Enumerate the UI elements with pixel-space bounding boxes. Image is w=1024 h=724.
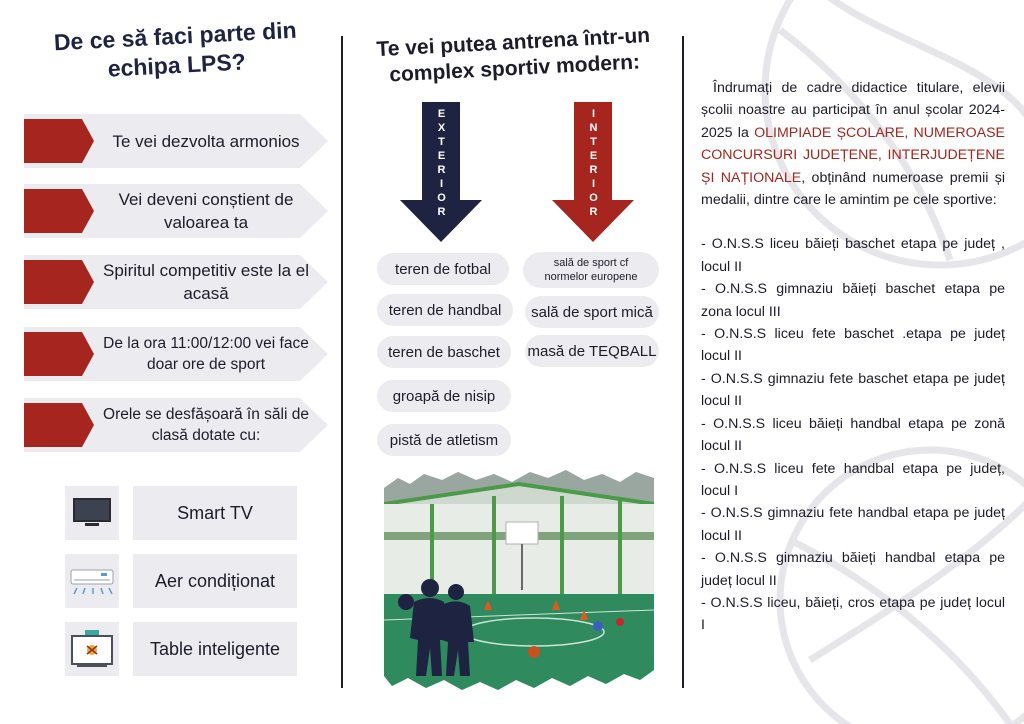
tv-icon: [65, 486, 119, 540]
column-divider-right: [682, 36, 684, 688]
benefit-4: [24, 327, 328, 381]
gym-photo: [384, 470, 654, 692]
equipment-label-smart-boards: Table inteligente: [133, 622, 297, 676]
award-item: - O.N.S.S gimnaziu băieți handbal etapa pe județ locul II: [701, 550, 1005, 589]
benefit-text: Spiritul competitiv este la el acasă: [103, 261, 309, 303]
smart-board-icon: [65, 622, 119, 676]
exterior-label: EXTERIOR: [435, 108, 448, 220]
exterior-item-football-field: teren de fotbal: [377, 253, 509, 285]
benefit-text: De la ora 11:00/12:00 vei face doar ore de sport: [103, 335, 309, 373]
column-divider-left: [341, 36, 343, 688]
equipment-label-air-conditioning: Aer condiționat: [133, 554, 297, 608]
exterior-item-sand-pit: groapă de nisip: [377, 380, 511, 412]
award-item: - O.N.S.S liceu fete handbal etapa pe județ, locul I: [701, 460, 1005, 499]
award-item: - O.N.S.S liceu fete baschet .etapa pe județ locul II: [701, 326, 1005, 365]
interior-item-small-gym: sală de sport mică: [525, 296, 659, 328]
exterior-item-handball-field: teren de handbal: [377, 294, 513, 326]
award-item: - O.N.S.S gimnaziu băieți baschet etapa pe zona locul III: [701, 281, 1005, 320]
award-item: - O.N.S.S gimnaziu fete handbal etapa pe județ locul II: [701, 505, 1005, 544]
award-item: - O.N.S.S liceu băieți baschet etapa pe județ , locul II: [701, 236, 1005, 275]
achievements-text: [701, 77, 1005, 637]
interior-label: INTERIOR: [587, 108, 600, 220]
highlighted-competitions: OLIMPIADE ȘCOLARE, NUMEROASE CONCURSURI JUDEȚENE, INTERJUDEȚENE ȘI NAȚIONALE: [701, 124, 1005, 186]
middle-title: Te vei putea antrena într-un complex sportiv modern:: [375, 23, 651, 87]
benefit-text: Te vei dezvolta armonios: [112, 131, 300, 151]
benefit-3: [24, 255, 328, 309]
intro-paragraph: Îndrumați de cadre didactice titulare, elevii școlii noastre au participat în anul școlar 2024-2025 la OLIMPIADE ȘCOLARE, NUMEROASE CONCURSURI JUDEȚENE, INTERJUDEȚENE ȘI NAȚIONALE, obținând numeroase premii și medalii, dintre care le amintim pe cele sportive:: [701, 80, 1006, 209]
benefit-2: [24, 184, 328, 238]
interior-item-european-gym: sală de sport cf normelor europene: [523, 252, 659, 288]
award-item: - O.N.S.S liceu băieți handbal etapa pe zonă locul II: [701, 415, 1005, 455]
exterior-item-athletics-track: pistă de atletism: [377, 424, 511, 456]
benefit-text: Vei deveni conștient de valoarea ta: [118, 190, 294, 232]
award-item: - O.N.S.S liceu, băieți, cros etapa pe județ locul I: [701, 594, 1005, 634]
award-item: - O.N.S.S gimnaziu fete baschet etapa pe județ locul II: [701, 370, 1005, 410]
benefit-1: [24, 114, 328, 168]
benefit-text: Orele se desfășoară în săli de clasă dotate cu:: [103, 406, 309, 444]
left-title: De ce să faci parte din echipa LPS?: [53, 16, 298, 82]
air-conditioner-icon: [65, 554, 119, 608]
benefit-5: [24, 398, 328, 452]
exterior-item-basketball-court: teren de baschet: [377, 336, 511, 368]
interior-item-teqball-table: masă de TEQBALL: [525, 335, 659, 367]
equipment-label-smart-tv: Smart TV: [133, 486, 297, 540]
